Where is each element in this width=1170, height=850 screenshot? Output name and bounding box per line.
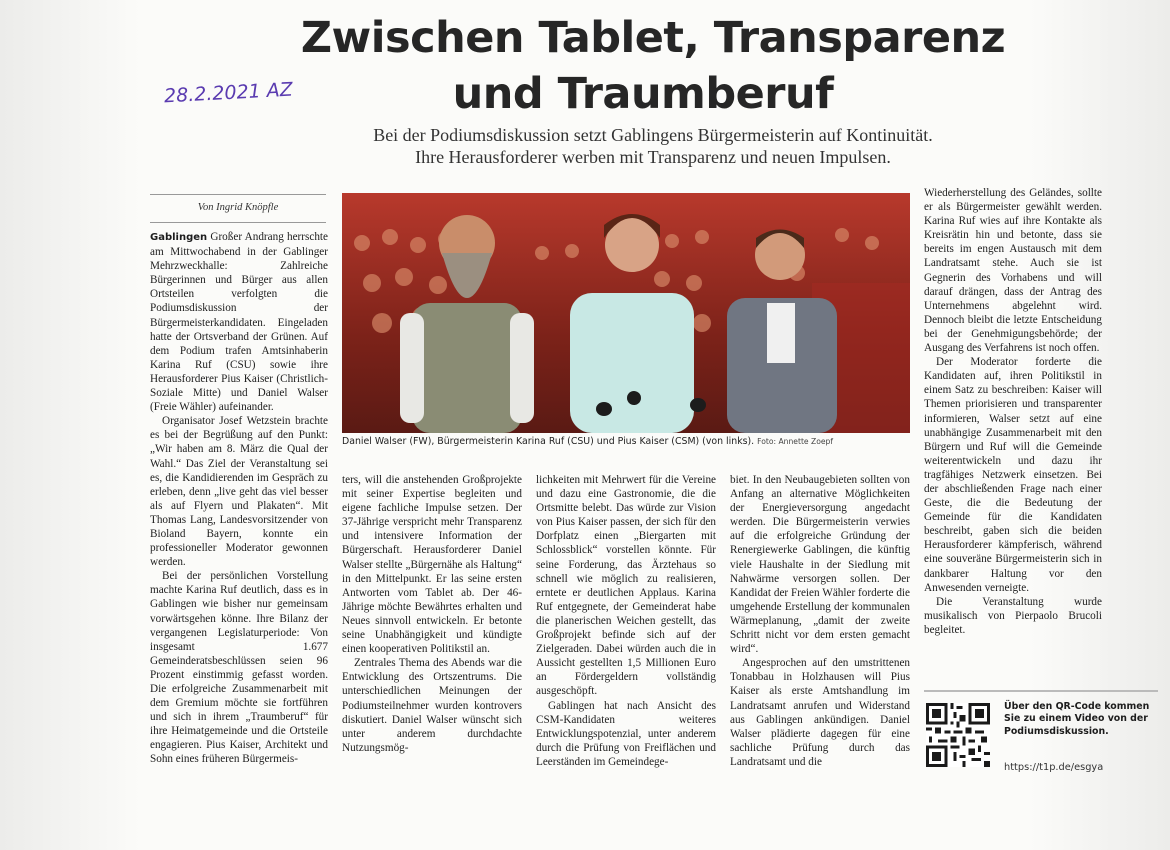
video-link[interactable]: https://t1p.de/esgya — [1004, 762, 1104, 773]
article-column-5 — [924, 186, 1102, 637]
podium-photo-image — [342, 193, 910, 433]
headline-line-2: und Traumberuf — [452, 69, 834, 119]
paragraph: Organisator Josef Wetzstein brachte es bei der Begrüßung auf den Punkt: „Wir haben am 8. März die Qual der Wahl.“ Das Ziel der Veranstaltung sei es, die Kandidierenden im Gespräch zu erleben, denn „live geht das viel besser als auf Flyern und Plakaten“. Mit Thomas Lang, Landesvorsitzender von Bioland Bayern, konnte ein professioneller Moderator gewonnen werden. — [150, 415, 328, 569]
paragraph: Gablingen hat nach Ansicht des CSM-Kandidaten weiteres Entwicklungspotenzial, unter anderem durch die Prüfung von Freiflächen und Leerständen im Gemeindege- — [536, 699, 716, 768]
paragraph: Bei der persönlichen Vorstellung machte Karina Ruf deutlich, dass es in Gablingen wie bisher nur gemeinsam vorwärtsgehen könne. Ihre Bilanz der vergangenen Legislaturperiode: Von insgesamt 1.677 Gemeinderatsbeschlüssen seien 96 Prozent einstimmig gefasst worden. Die erfolgreiche Zusammenarbeit mit dem Gremium möchte sie fortführen und sich in ihrem „Traumberuf“ für ihre Heimatgemeinde und die Ortsteile engagieren. Pius Kaiser, Architekt und Sohn eines früheren Bürgermeis- — [150, 570, 328, 766]
dateline-kicker: Gablingen — [150, 232, 208, 243]
paragraph: Wiederherstellung des Geländes, sollte er als Bürgermeister gewählt werden. Karina Ruf wies auf ihre Kontakte als Kreisrätin hin und betonte, dass sie bereits im engen Austausch mit dem Landratsamt stehe. Auch sie ist Gegnerin des Vorhabens und will darauf drängen, dass der Antrag des Unternehmens abgelehnt wird. Dennoch bleibt die letzte Entscheidung bei der Genehmigungsbehörde; der Ausgang des Verfahrens ist noch offen. — [924, 187, 1102, 355]
paragraph: ters, will die anstehenden Großprojekte mit seiner Expertise begleiten und eigene fachliche Impulse setzen. Der 37-Jährige verspricht mehr Transparenz und intensivere Information der Bürgerschaft. Herausforderer Daniel Walser stellte „Bürgernähe als Haltung“ in den Mittelpunkt. Er las seine ersten Antworten vom Tablet ab. Der 46-Jährige möchte Bewährtes erhalten und Neues sinnvoll entwickeln. Er betonte seine Unabhängigkeit und kündigte einen kooperativen Politikstil an. — [342, 474, 522, 656]
subheadline-line-1: Bei der Podiumsdiskussion setzt Gablingens Bürgermeisterin auf Kontinuität. — [373, 125, 933, 145]
article-column-2 — [342, 473, 522, 755]
headline-line-1: Zwischen Tablet, Transparenz — [300, 13, 1006, 63]
paragraph-text: Großer Andrang herrschte am Mittwochabend in der Gablinger Mehrzweckhalle: Zahlreiche Bürgerinnen und Bürger aus allen Ortsteilen verfolgten die Podiumsdiskussion der Bürgermeisterkandidaten. Eingeladen hatte der Ortsverband der Grünen. Auf dem Podium trafen Amtsinhaberin Karina Ruf (CSU) sowie ihre Herausforderer Pius Kaiser (Christlich-Soziale Mitte) und Daniel Walser (Freie Wähler) aufeinander. — [150, 231, 328, 414]
article-column-4 — [730, 473, 910, 769]
paragraph: Der Moderator forderte die Kandidaten auf, ihren Politikstil in einem Satz zu beschreiben: Kaiser will Themen priorisieren und transparenter informieren, Walser setzt auf eine unabhängige Zusammenarbeit mit den Bürgern und Ruf will die Gemeinde weiterentwickeln und dazu ihr tragfähiges Netzwerk einsetzen. Bei der abschließenden Frage nach einer Geste, die die Bedeutung der Gemeinde für die Kandidaten beschreibt, gaben sich die beiden Herausforderer kämpferisch, während eine souveräne Bürgermeisterin sich in dankbarer Haltung vor den Anwesenden verneigte. — [924, 356, 1102, 594]
paragraph: Zentrales Thema des Abends war die Entwicklung des Ortszentrums. Die unterschiedlichen Meinungen der Podiumsteilnehmer wurden kontrovers diskutiert. Daniel Walser wünscht sich unter anderem durchdachte Nutzungsmög- — [342, 657, 522, 754]
qr-box-rule — [924, 690, 1158, 692]
article-column-3 — [536, 473, 716, 769]
podium-photo — [342, 193, 910, 433]
paragraph: biet. In den Neubaugebieten sollten von Anfang an alternative Möglichkeiten der Energieversorgung angedacht werden. Die Bürgermeisterin verwies auf die erfolgreiche Gründung der Renergiewerke Gablingen, die künftig viele Haushalte in der Siedlung mit Nahwärme versorgen sollen. Der Kandidat der Freien Wähler forderte die umgehende Erstellung der kommunalen Wärmeplanung, „damit der zweite Schritt nicht vor dem ersten gemacht wird“. — [730, 474, 910, 656]
qr-code-icon[interactable] — [926, 703, 990, 767]
handwritten-date-note: 28.2.2021 AZ — [163, 78, 294, 108]
byline-rule-bottom — [150, 222, 326, 223]
subheadline — [138, 124, 1168, 168]
newspaper-clipping — [138, 0, 1168, 820]
subheadline-line-2: Ihre Herausforderer werben mit Transparenz und neuen Impulsen. — [415, 147, 891, 167]
qr-code-description: Über den QR-Code kommen Sie zu einem Video von der Podiumsdiskussion. — [1004, 701, 1150, 737]
photo-caption — [342, 436, 910, 447]
byline-rule-top — [150, 194, 326, 195]
paragraph: Angesprochen auf den umstrittenen Tonabbau in Holzhausen will Pius Kaiser als erste Amtshandlung im Landratsamt anrufen und Widerstand aus Gablingen ankündigen. Daniel Walser plädierte dagegen für eine sachliche Prüfung durch das Landratsamt und die — [730, 657, 910, 768]
paragraph: Die Veranstaltung wurde musikalisch von Pierpaolo Brucoli begleitet. — [924, 595, 1102, 636]
byline: Von Ingrid Knöpfle — [197, 202, 279, 213]
photo-caption-text: Daniel Walser (FW), Bürgermeisterin Karina Ruf (CSU) und Pius Kaiser (CSM) (von links). — [342, 436, 755, 447]
photo-credit: Foto: Annette Zoepf — [757, 437, 834, 446]
paragraph — [150, 230, 328, 414]
article-column-1 — [150, 230, 328, 767]
paragraph: lichkeiten mit Mehrwert für die Vereine und dazu eine Gastronomie, die die Ortsmitte belebt. Das würde zur Vision von Pius Kaiser passen, der sich für den Dorfplatz einen „Biergarten mit Schlossblick“ vorstellen könnte. Für seine Forderung, das Ärztehaus so schnell wie möglich zu realisieren, erntete er deutlichen Applaus. Karina Ruf entgegnete, der Gemeinderat habe die planerischen Weichen gestellt, das Großprojekt befinde sich auf der Zielgeraden. Dabei würden auch die in Aussicht gestellten 1,5 Millionen Euro an Fördergeldern vollständig ausgeschöpft. — [536, 474, 716, 698]
